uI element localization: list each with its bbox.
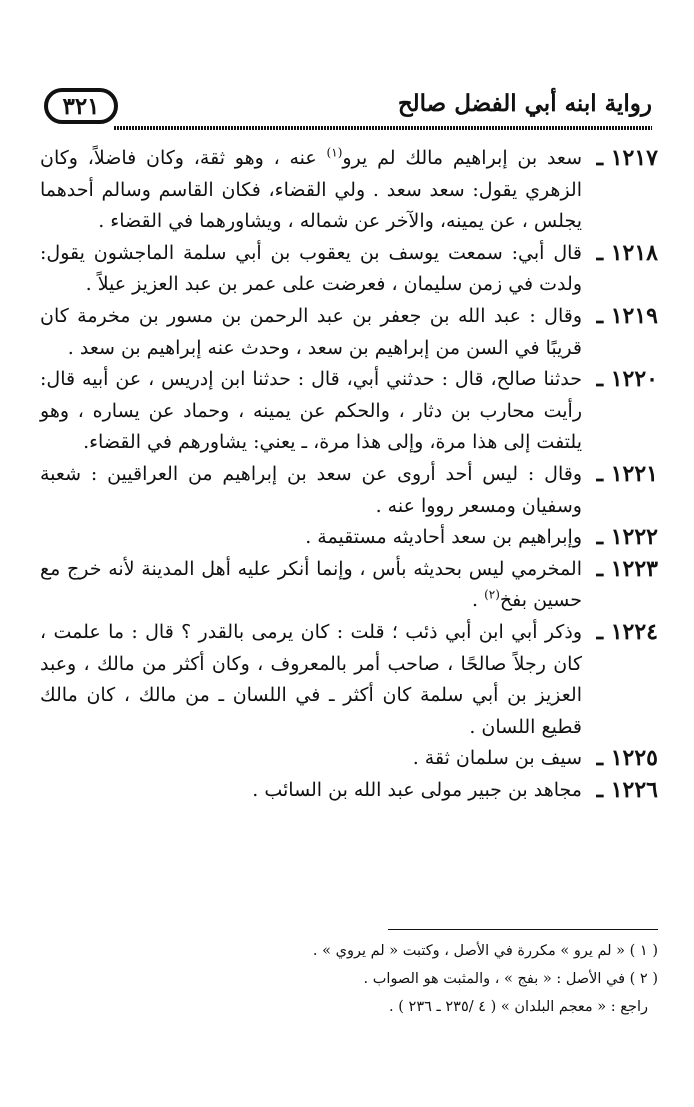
- entry-number: ١٢٢٦ ـ: [596, 776, 658, 803]
- footnote-2: ( ٢ ) في الأصل : « بفج » ، والمثبت هو الصواب .: [363, 971, 658, 987]
- entry-number: ١٢١٨ ـ: [596, 239, 658, 266]
- running-title: رواية ابنه أبي الفضل صالح: [397, 90, 652, 117]
- footnote-1: ( ١ ) « لم يرو » مكررة في الأصل ، وكتبت « لم يروي » .: [312, 943, 658, 959]
- entry-number: ١٢٢٢ ـ: [596, 524, 658, 551]
- entry-number: ١٢٢٥ ـ: [596, 745, 658, 772]
- page-number: ٣٢١: [62, 92, 100, 120]
- entry-text: وذكر أبي ابن أبي ذئب ؛ قلت : كان يرمى بالقدر ؟ قال : ما علمت ، كان رجلاً صالحًا ، صاحب أمر بالمعروف ، وكان أكثر من مالك ، وعبد العزيز بن أبي سلمة كان أكثر ـ في اللسان ـ من مالك ، كان مالك قطيع اللسان .: [40, 620, 582, 738]
- entry-text-after: .: [471, 589, 485, 612]
- entry-1221: [40, 459, 658, 522]
- entry-1218: [40, 238, 658, 301]
- entry-text: مجاهد بن جبير مولى عبد الله بن السائب .: [252, 778, 582, 801]
- entry-text: حدثنا صالح، قال : حدثني أبي، قال : حدثنا ابن إدريس ، عن أبيه قال: رأيت محارب بن دثار ، والحكم عن يمينه ، وحماد عن يساره ، وهو يلتفت إلى هذا مرة، وإلى هذا مرة، ـ يعني: يشاورهم في القضاء.: [40, 368, 582, 454]
- entry-text: وقال : ليس أحد أروى عن سعد بن إبراهيم من العراقيين : شعبة وسفيان ومسعر رووا عنه .: [40, 462, 582, 517]
- entry-number: ١٢٢٠ ـ: [596, 366, 658, 393]
- entry-text: وقال : عبد الله بن جعفر بن عبد الرحمن بن مسور بن مخرمة كان قريبًا في السن من إبراهيم بن سعد ، وحدث عنه إبراهيم بن سعد .: [40, 304, 582, 359]
- footnote-divider: [388, 929, 658, 930]
- entry-1219: [40, 301, 658, 364]
- page-header: [44, 82, 652, 132]
- entry-1217: [40, 143, 658, 238]
- entry-text: سعد بن إبراهيم مالك لم يرو: [342, 147, 583, 169]
- entry-text: سيف بن سلمان ثقة .: [412, 747, 582, 770]
- entry-number: ١٢١٩ ـ: [596, 302, 658, 329]
- entry-1220: [40, 364, 658, 459]
- entry-1224: [40, 617, 658, 743]
- footnote-mark: (٢): [484, 587, 500, 602]
- footnotes: [40, 937, 658, 1021]
- entry-1225: [40, 743, 658, 775]
- entry-1226: [40, 775, 658, 807]
- entry-1223: [40, 554, 658, 617]
- entry-text-after: عنه ، وهو ثقة، وكان فاضلاً، وكان الزهري يقول: سعد سعد . ولي القضاء، فكان القاسم وسالم أحدهما يجلس ، عن يمينه، والآخر عن شماله ، ويشاورهما في القضاء .: [40, 147, 582, 233]
- entry-text: قال أبي: سمعت يوسف بن يعقوب بن أبي سلمة الماجشون يقول: ولدت في زمن سليمان ، فعرضت على عمر بن عبد العزيز عيلاً .: [40, 241, 582, 296]
- header-rule: [114, 126, 652, 130]
- entry-number: ١٢١٧ ـ: [596, 145, 658, 171]
- entry-number: ١٢٢٣ ـ: [596, 555, 658, 582]
- footnote-2-continued: راجع : « معجم البلدان » ( ٤ /٢٣٥ ـ ٢٣٦ ) .: [389, 999, 648, 1015]
- entry-number: ١٢٢١ ـ: [596, 460, 658, 487]
- page-number-badge: [44, 88, 118, 124]
- main-text: [40, 143, 658, 806]
- footnote-mark: (١): [326, 145, 343, 160]
- entry-text: المخرمي ليس بحديثه بأس ، وإنما أنكر عليه أهل المدينة لأنه خرج مع حسين بفخ: [40, 557, 582, 612]
- entry-1222: [40, 522, 658, 554]
- entry-number: ١٢٢٤ ـ: [596, 618, 658, 645]
- entry-text: وإبراهيم بن سعد أحاديثه مستقيمة .: [305, 526, 582, 549]
